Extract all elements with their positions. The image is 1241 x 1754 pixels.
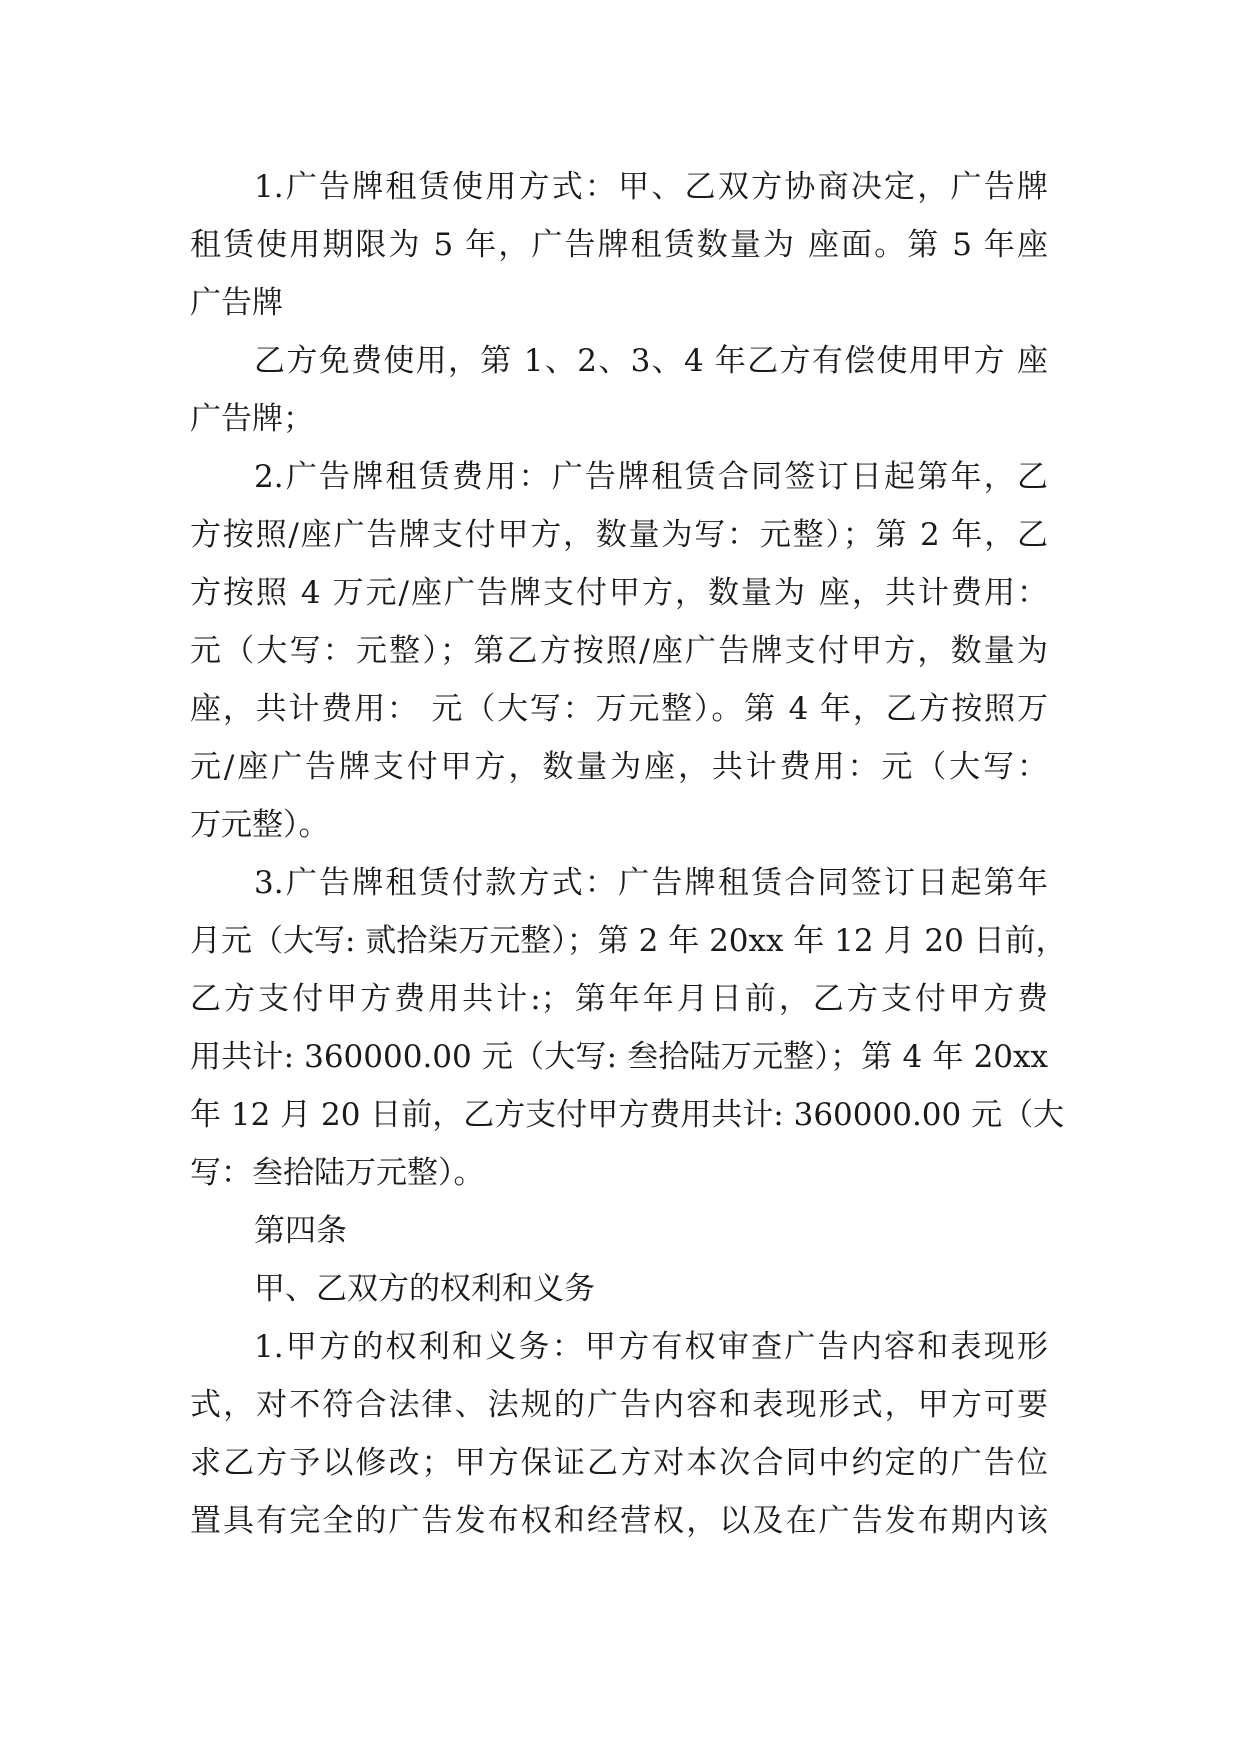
- document-body: [190, 158, 1067, 1550]
- text-line: 求乙方予以修改；甲方保证乙方对本次合同中约定的广告位: [190, 1445, 1048, 1481]
- text-line: 1.广告牌租赁使用方式：甲、乙双方协商决定，广告牌: [254, 169, 1048, 205]
- text-line: 乙方支付甲方费用共计:；第年年月日前，乙方支付甲方费: [190, 981, 1048, 1017]
- text-line: 1.甲方的权利和义务：甲方有权审查广告内容和表现形: [254, 1329, 1048, 1365]
- text-line: 2.广告牌租赁费用：广告牌租赁合同签订日起第年，乙: [254, 459, 1048, 495]
- text-line: 广告牌；: [190, 401, 314, 437]
- text-line: 写：叁拾陆万元整）。: [190, 1155, 485, 1191]
- text-line: 3.广告牌租赁付款方式：广告牌租赁合同签订日起第年: [254, 865, 1048, 901]
- text-line: 租赁使用期限为 5 年，广告牌租赁数量为 座面。第 5 年座: [190, 227, 1048, 263]
- text-line: 元/座广告牌支付甲方，数量为座，共计费用：元（大写：: [190, 749, 1048, 785]
- text-line: 座，共计费用： 元（大写：万元整）。第 4 年，乙方按照万: [190, 691, 1048, 727]
- text-line: 广告牌: [190, 285, 283, 321]
- text-line: 万元整）。: [190, 807, 330, 843]
- text-line: 年 12 月 20 日前，乙方支付甲方费用共计: 360000.00 元（大: [190, 1097, 1065, 1133]
- text-line: 方按照 4 万元/座广告牌支付甲方，数量为 座，共计费用：: [190, 575, 1048, 611]
- text-line: 元（大写：元整）；第乙方按照/座广告牌支付甲方，数量为: [190, 633, 1048, 669]
- text-line: 月元（大写: 贰拾柒万元整）；第 2 年 20xx 年 12 月 20 日前，: [190, 923, 1067, 959]
- text-line: 置具有完全的广告发布权和经营权，以及在广告发布期内该: [190, 1503, 1048, 1539]
- text-line: 甲、乙双方的权利和义务: [254, 1271, 595, 1307]
- text-line: 用共计: 360000.00 元（大写: 叁拾陆万元整）；第 4 年 20xx: [190, 1039, 1048, 1075]
- text-line: 方按照/座广告牌支付甲方，数量为写：元整）；第 2 年，乙: [190, 517, 1048, 553]
- text-line: 第四条: [254, 1213, 347, 1249]
- text-line: 式，对不符合法律、法规的广告内容和表现形式，甲方可要: [190, 1387, 1048, 1423]
- text-line: 乙方免费使用，第 1、2、3、4 年乙方有偿使用甲方 座: [254, 343, 1048, 379]
